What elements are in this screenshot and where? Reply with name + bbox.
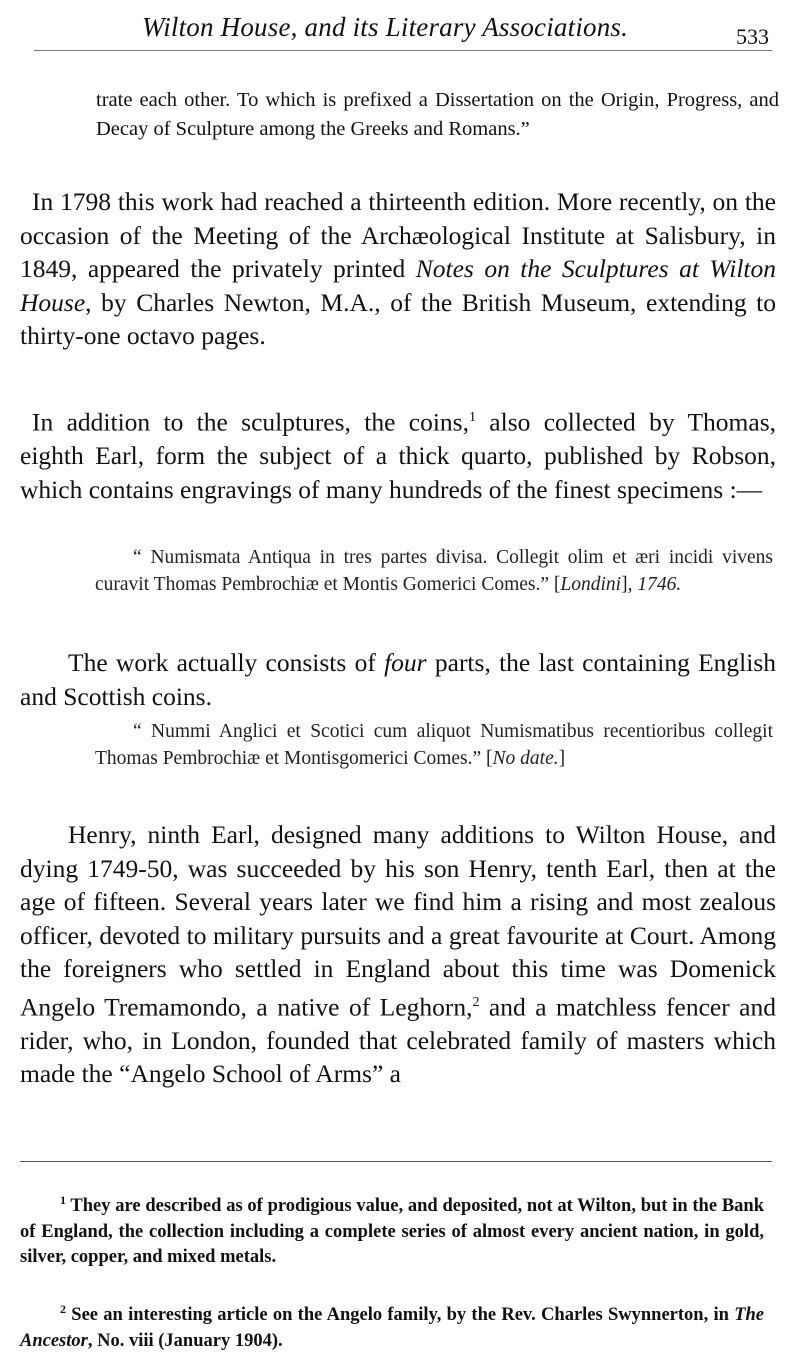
- footnote-marker: 2: [60, 1302, 66, 1316]
- footnote-reference: 2: [472, 994, 480, 1010]
- paragraph-text: In addition to the sculptures, the coins,: [32, 407, 469, 437]
- quote-text: ]: [558, 748, 566, 769]
- emphasis-word: four: [384, 648, 427, 677]
- opening-quote: trate each other. To which is prefixed a Dissertation on the Origin, Progress, and Decay of Sculpture among the Greeks and Romans.”: [96, 89, 779, 140]
- paragraph-henry-ninth-earl: [20, 818, 776, 1091]
- paragraph-text: The work actually consists of: [68, 648, 385, 677]
- page-header: [0, 10, 800, 49]
- footnote-rule: [20, 1161, 772, 1162]
- paragraph-coins: [20, 401, 776, 506]
- footnote-text: They are described as of prodigious value, and deposited, not at Wilton, but in the Bank of England, the collection including a complete series of almost every ancient nation, in gold, silver, copper, and mixed metals.: [20, 1196, 764, 1268]
- footnote-text: See an interesting article on the Angelo family, by the Rev. Charles Swynnerton, in: [66, 1305, 735, 1326]
- page-number: 533: [736, 24, 769, 49]
- latin-quote-nummi: [95, 718, 773, 772]
- paragraph-text: also collected by Thomas, eighth Earl, form the subject of a thick quarto, published by Robson, which contains engravings of many hundreds of the finest specimens :—: [20, 407, 776, 504]
- paragraph-edition-history: [20, 185, 776, 353]
- paragraph-text: , by Charles Newton, M.A., of the British Museum, extending to thirty-one octavo pages.: [20, 287, 776, 350]
- paragraph-text: and a matchless fencer and rider, who, in London, founded that celebrated family of masters which made the “Angelo School of Arms” a: [20, 992, 777, 1088]
- periodical-title: The Ancestor: [20, 1305, 764, 1351]
- quote-text: “ Nummi Anglici et Scotici cum aliquot Numismatibus recentioribus collegit Thomas Pembrochiæ et Montisgomerici Comes.” [: [95, 721, 773, 769]
- running-title: Wilton House, and its Literary Associations.: [142, 12, 629, 42]
- footnote-text: , No. viii (January 1904).: [87, 1330, 283, 1351]
- book-title: Notes on the Sculptures at Wilton House: [20, 254, 776, 317]
- footnote-1: [20, 1188, 764, 1271]
- quote-text: “ Numismata Antiqua in tres partes divisa. Collegit olim et æri incidi vivens curavit Thomas Pembrochiæ et Montis Gomerici Comes.” [: [95, 547, 773, 595]
- paragraph-text: Henry, ninth Earl, designed many additions to Wilton House, and dying 1749-50, was succeeded by his son Henry, tenth Earl, then at the age of fifteen. Several years later we find him a rising and most zealous officer, devoted to military pursuits and a great favourite at Court. Among the foreigners who settled in England about this time was Domenick Angelo Tremamondo, a native of Leghorn,: [20, 820, 776, 1021]
- publication-year: 1746.: [637, 574, 682, 595]
- paragraph-text: In 1798 this work had reached a thirteenth edition. More recently, on the occasion of the Meeting of the Archæological Institute at Salisbury, in 1849, appeared the privately printed: [20, 187, 776, 283]
- header-rule: [34, 50, 772, 51]
- footnote-marker: 1: [60, 1193, 66, 1207]
- footnote-reference: 1: [468, 410, 476, 425]
- place-name: Londini: [560, 574, 622, 595]
- footnote-2: [20, 1297, 764, 1354]
- paragraph-text: parts, the last containing English and Scottish coins.: [20, 648, 776, 711]
- date-note: No date.: [492, 748, 559, 769]
- latin-quote-numismata: [95, 544, 773, 598]
- paragraph-four-parts: [20, 646, 776, 713]
- quote-text: ],: [621, 574, 638, 595]
